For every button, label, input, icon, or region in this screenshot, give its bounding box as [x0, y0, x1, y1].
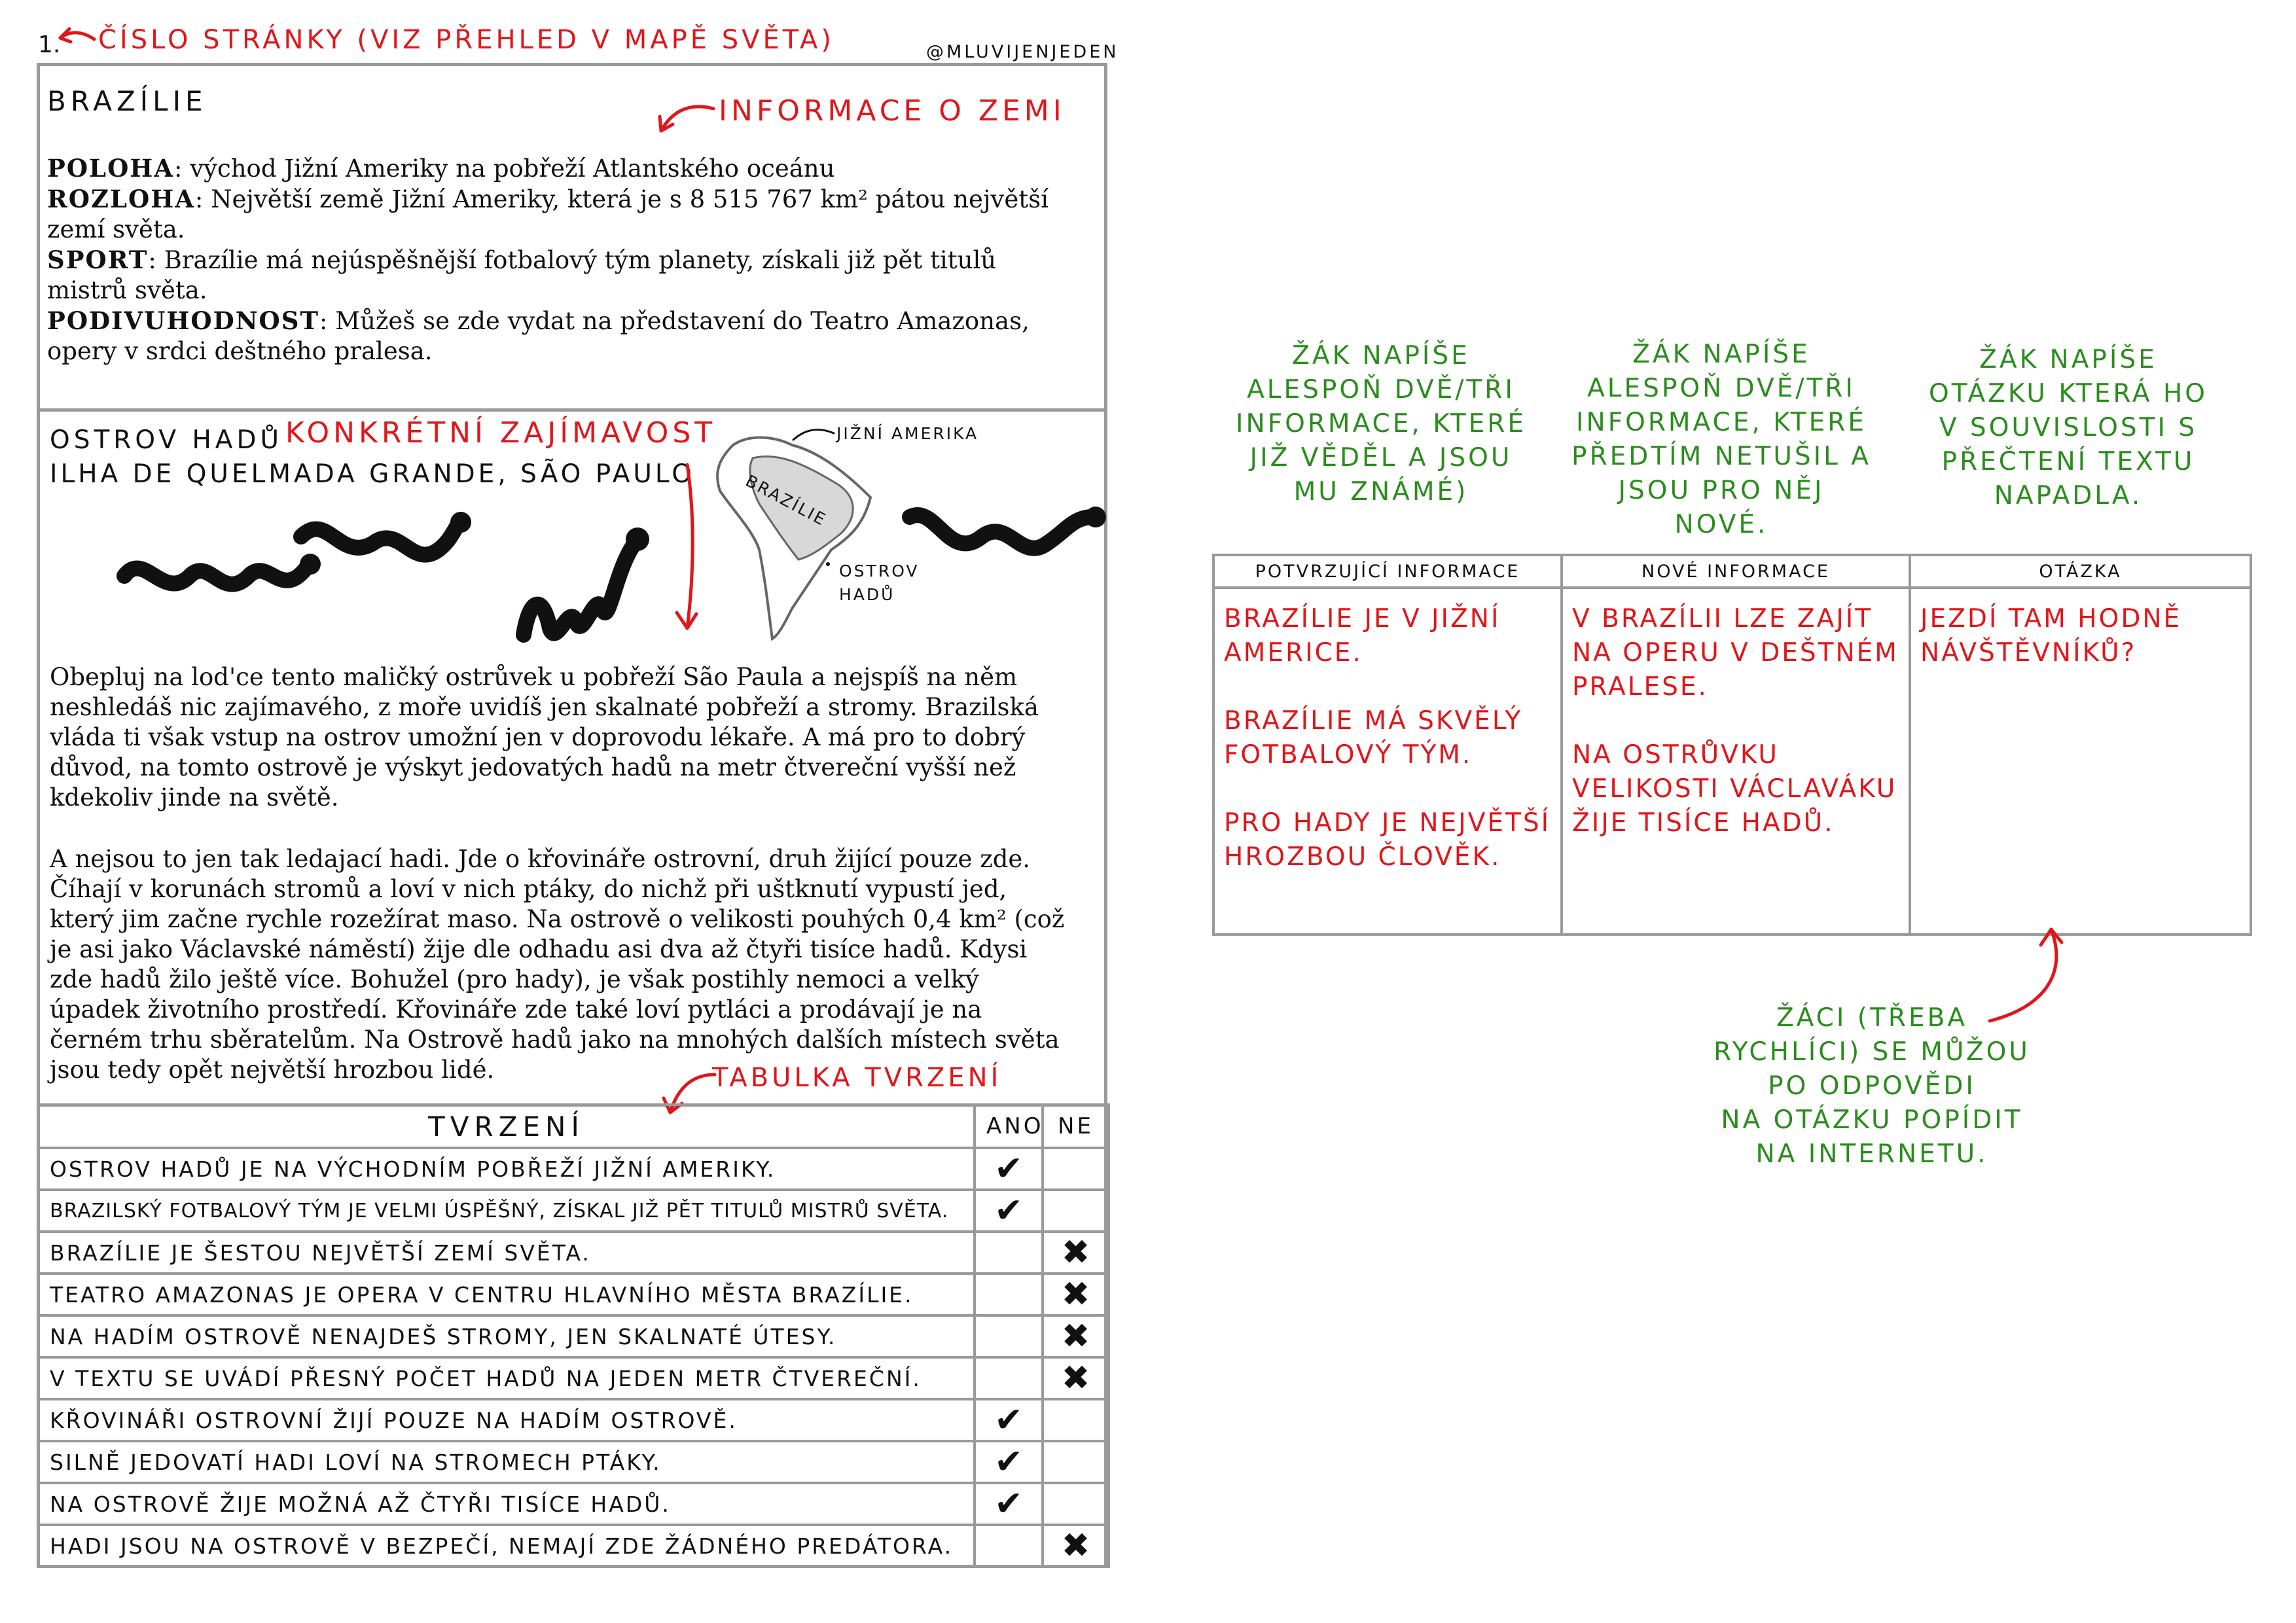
map-country-label: BRAZÍLIE: [742, 471, 831, 530]
snake-icon: [897, 491, 1106, 582]
table-row: [38, 1357, 1109, 1399]
no-header: NE: [1043, 1105, 1109, 1148]
confirming-info-cell[interactable]: BRAZÍLIE JE V JIŽNÍ AMERICE. BRAZÍLIE MÁ SKVĚLÝ FOTBALOVÝ TÝM. PRO HADY JE NEJVĚTŠÍ HROZBOU ČLOVĚK.: [1213, 588, 1562, 935]
feature-title: OSTROV HADŮ: [50, 425, 283, 455]
map-continent-label: JIŽNÍ AMERIKA: [836, 424, 979, 443]
statement-text: KŘOVINÁŘI OSTROVNÍ ŽIJÍ POUZE NA HADÍM OSTROVĚ.: [38, 1399, 975, 1441]
fact-poloha: POLOHA: východ Jižní Ameriky na pobřeží Atlantského oceánu: [47, 154, 835, 183]
country-info-note: INFORMACE O ZEMI: [719, 94, 1066, 128]
note-confirming-info: ŽÁK NAPÍŠE ALESPOŇ DVĚ/TŘI INFORMACE, KTERÉ JIŽ VĚDĚL A JSOU MU ZNÁMÉ): [1236, 341, 1526, 507]
no-cell[interactable]: ✖: [1043, 1525, 1109, 1567]
feature-paragraph-1: Obepluj na lod'ce tento maličký ostrůvek u pobřeží São Paula a nejspíš na něm neshledáš nic zajímavého, z moře uvidíš jen skalnaté pobřeží a stromy. Brazilská vláda ti však vstup na ostrov umožní jen v doprovodu lékaře. A má pro to dobrý důvod, na tomto ostrově je výskyt jedovatých hadů na metr čtvereční vyšší než kdekoliv jinde na světě.: [50, 663, 1039, 812]
table-row: [38, 1525, 1109, 1567]
answers-header: [1213, 555, 2251, 588]
yes-cell[interactable]: [975, 1274, 1043, 1315]
yes-cell[interactable]: [975, 1525, 1043, 1567]
statement-text: NA HADÍM OSTROVĚ NENAJDEŠ STROMY, JEN SKALNATÉ ÚTESY.: [38, 1315, 975, 1357]
no-cell[interactable]: [1043, 1483, 1109, 1525]
statement-text: V TEXTU SE UVÁDÍ PŘESNÝ POČET HADŮ NA JEDEN METR ČTVEREČNÍ.: [38, 1357, 975, 1399]
yes-cell[interactable]: ✔: [975, 1148, 1043, 1190]
section-divider: [37, 408, 1107, 412]
country-facts: [47, 153, 1068, 366]
south-america-map: [707, 419, 877, 641]
no-cell[interactable]: ✖: [1043, 1357, 1109, 1399]
question-header: OTÁZKA: [1910, 555, 2251, 588]
statements-header: [38, 1105, 1109, 1148]
table-row: [38, 1441, 1109, 1483]
no-cell[interactable]: ✖: [1043, 1274, 1109, 1315]
new-info-cell[interactable]: V BRAZÍLII LZE ZAJÍT NA OPERU V DEŠTNÉM PRALESE. NA OSTRŮVKU VELIKOSTI VÁCLAVÁKU ŽIJE TISÍCE HADŮ.: [1562, 588, 1910, 935]
fact-podivuhodnost: PODIVUHODNOST: Můžeš se zde vydat na představení do Teatro Amazonas, opery v srdci deštného pralesa.: [47, 306, 1030, 365]
table-row: [38, 1315, 1109, 1357]
note-question: ŽÁK NAPÍŠE OTÁZKU KTERÁ HO V SOUVISLOSTI S PŘEČTENÍ TEXTU NAPADLA.: [1929, 345, 2208, 510]
feature-paragraph-2: A nejsou to jen tak ledajací hadi. Jde o křovináře ostrovní, druh žijící pouze zde. Číhají v korunách stromů a loví v nich ptáky, do nichž při uštknutí vypustí jed, který jim začne rychle rozežírat maso. Na ostrově o velikosti pouhých 0,4 km² (což je asi jako Václavské náměstí) žije dle odhadu asi dva až čtyři tisíce hadů. Kdysi zde hadů žilo ještě více. Bohužel (pro hady), je však postihly nemoci a velký úpadek životního prostředí. Křovináře zde také loví pytláci a prodávají je na černém trhu sběratelům. Na Ostrově hadů jako na mnohých dalších místech světa jsou tedy opět největší hrozbou lidé.: [50, 845, 1065, 1084]
country-info-arrow: [648, 98, 720, 151]
question-cell[interactable]: JEZDÍ TAM HODNĚ NÁVŠTĚVNÍKŮ?: [1910, 588, 2251, 935]
yes-cell[interactable]: [975, 1232, 1043, 1274]
table-row: [38, 1190, 1109, 1232]
feature-subtitle: ILHA DE QUELMADA GRANDE, SÃO PAULO: [50, 459, 695, 489]
yes-cell[interactable]: ✔: [975, 1190, 1043, 1232]
statement-text: TEATRO AMAZONAS JE OPERA V CENTRU HLAVNÍHO MĚSTA BRAZÍLIE.: [38, 1274, 975, 1315]
yes-cell[interactable]: [975, 1315, 1043, 1357]
yes-cell[interactable]: ✔: [975, 1441, 1043, 1483]
statement-text: HADI JSOU NA OSTROVĚ V BEZPEČÍ, NEMAJÍ ZDE ŽÁDNÉHO PREDÁTORA.: [38, 1525, 975, 1567]
no-cell[interactable]: ✖: [1043, 1232, 1109, 1274]
curiosity-arrow: [661, 458, 713, 641]
note-new-info: ŽÁK NAPÍŠE ALESPOŇ DVĚ/TŘI INFORMACE, KTERÉ PŘEDTÍM NETUŠIL A JSOU PRO NĚJ NOVÉ.: [1571, 340, 1871, 539]
no-cell[interactable]: [1043, 1190, 1109, 1232]
page-number: 1.: [38, 31, 61, 58]
confirming-info-header: POTVRZUJÍCÍ INFORMACE: [1213, 555, 1562, 588]
table-row: [38, 1483, 1109, 1525]
statements-table: [37, 1103, 1110, 1568]
no-cell[interactable]: [1043, 1148, 1109, 1190]
snake-icon: [288, 504, 471, 589]
table-row: [38, 1232, 1109, 1274]
map-continent-arrow: [785, 423, 838, 449]
author-handle: @MLUVIJENJEDEN: [926, 42, 1119, 62]
statement-header: TVRZENÍ: [38, 1105, 975, 1148]
yes-header: ANO: [975, 1105, 1043, 1148]
page-number-note: ČÍSLO STRÁNKY (VIZ PŘEHLED V MAPĚ SVĚTA): [98, 25, 835, 55]
statement-text: BRAZÍLIE JE ŠESTOU NEJVĚTŠÍ ZEMÍ SVĚTA.: [38, 1232, 975, 1274]
no-cell[interactable]: [1043, 1441, 1109, 1483]
yes-cell[interactable]: [975, 1357, 1043, 1399]
yes-cell[interactable]: ✔: [975, 1483, 1043, 1525]
new-info-header: NOVÉ INFORMACE: [1562, 555, 1910, 588]
statement-text: NA OSTROVĚ ŽIJE MOŽNÁ AŽ ČTYŘI TISÍCE HADŮ.: [38, 1483, 975, 1525]
table-row: [38, 1148, 1109, 1190]
note-internet: ŽÁCI (TŘEBA RYCHLÍCI) SE MŮŽOU PO ODPOVĚDI NA OTÁZKU POPÍDIT NA INTERNETU.: [1713, 1003, 2030, 1169]
answers-table: [1212, 554, 2252, 936]
no-cell[interactable]: [1043, 1399, 1109, 1441]
no-cell[interactable]: ✖: [1043, 1315, 1109, 1357]
yes-cell[interactable]: ✔: [975, 1399, 1043, 1441]
table-row: [38, 1274, 1109, 1315]
snake-icon: [504, 517, 655, 648]
answers-row: [1213, 588, 2251, 935]
statements-table-note: TABULKA TVRZENÍ: [712, 1063, 1002, 1093]
map-island-label-1: OSTROV: [839, 562, 920, 580]
fact-rozloha: ROZLOHA: Největší země Jižní Ameriky, která je s 8 515 767 km² pátou největší zemí světa.: [47, 185, 1049, 243]
table-row: [38, 1399, 1109, 1441]
curiosity-note: KONKRÉTNÍ ZAJÍMAVOST: [285, 416, 717, 450]
map-island-label-2: HADŮ: [839, 585, 895, 604]
statement-text: OSTROV HADŮ JE NA VÝCHODNÍM POBŘEŽÍ JIŽNÍ AMERIKY.: [38, 1148, 975, 1190]
statement-text: BRAZILSKÝ FOTBALOVÝ TÝM JE VELMI ÚSPĚŠNÝ, ZÍSKAL JIŽ PĚT TITULŮ MISTRŮ SVĚTA.: [38, 1190, 975, 1232]
country-title: BRAZÍLIE: [47, 85, 207, 117]
statement-text: SILNĚ JEDOVATÍ HADI LOVÍ NA STROMECH PTÁKY.: [38, 1441, 975, 1483]
fact-sport: SPORT: Brazílie má nejúspěšnější fotbalový tým planety, získali již pět titulů mistrů světa.: [47, 245, 997, 304]
page-number-arrow: [51, 20, 97, 52]
